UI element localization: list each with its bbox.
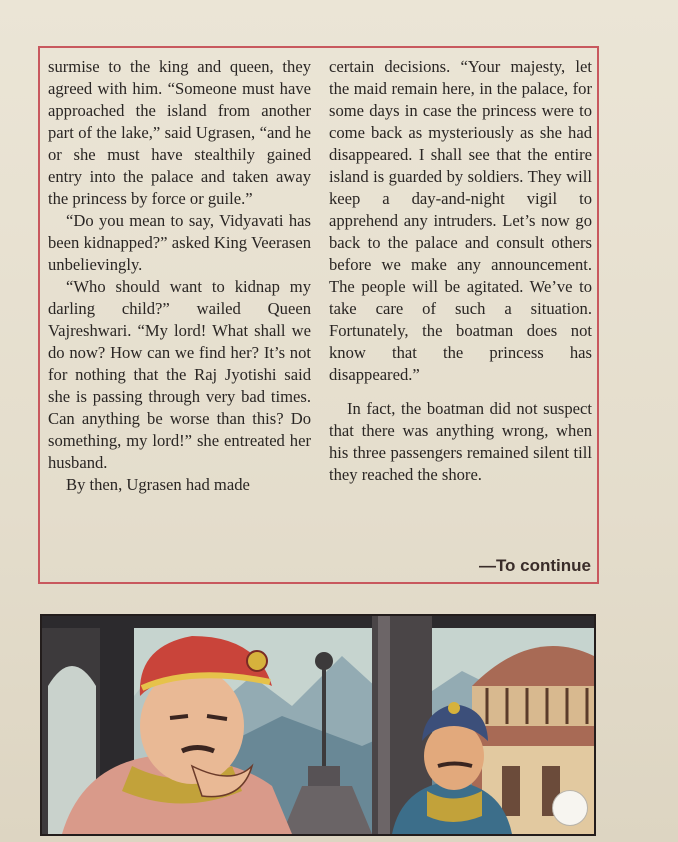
paragraph: In fact, the boatman did not suspect that there was anything wrong, when his three passengers remained silent till they reached the shore. [329, 399, 592, 484]
paragraph: surmise to the king and queen, they agreed with him. “Someone must have approached the island from another part of the lake,” said Ugrasen, “and he or she must have stealthily gained entry into the palace and taken away the princess by force or guile.” [48, 57, 311, 208]
paragraph: “Do you mean to say, Vidyavati has been kidnapped?” asked King Veerasen unbelievingly. [48, 211, 311, 274]
paragraph: certain decisions. “Your majesty, let the maid remain here, in the palace, for some days in case the princess were to come back as mysteriously as she had disappeared. I shall see that the entire island is guarded by soldiers. They will keep a day-and-night vigil to apprehend any intruders. Let’s now go back to the palace and consult others before we make any announcement. The people will be agitated. We’ve to take care of such a situation. Fortunately, the boatman does not know that the princess has disappeared.” [329, 57, 592, 384]
illustration-drawing [42, 616, 594, 834]
watermark-stamp [552, 790, 588, 826]
paragraph: “Who should want to kidnap my darling child?” wailed Queen Vajreshwari. “My lord! What shall we do now? How can we find her? It’s not for nothing that the Raj Jyotishi said she is passing through very bad times. Can anything be worse than this? Do something, my lord!” she entreated her husband. [48, 277, 311, 472]
paragraph: By then, Ugrasen had made [66, 475, 250, 494]
story-text-frame [38, 46, 599, 584]
to-continue-label: —To continue [478, 556, 591, 575]
right-column [329, 56, 592, 486]
illustration-panel [40, 614, 596, 836]
left-column [48, 56, 311, 496]
